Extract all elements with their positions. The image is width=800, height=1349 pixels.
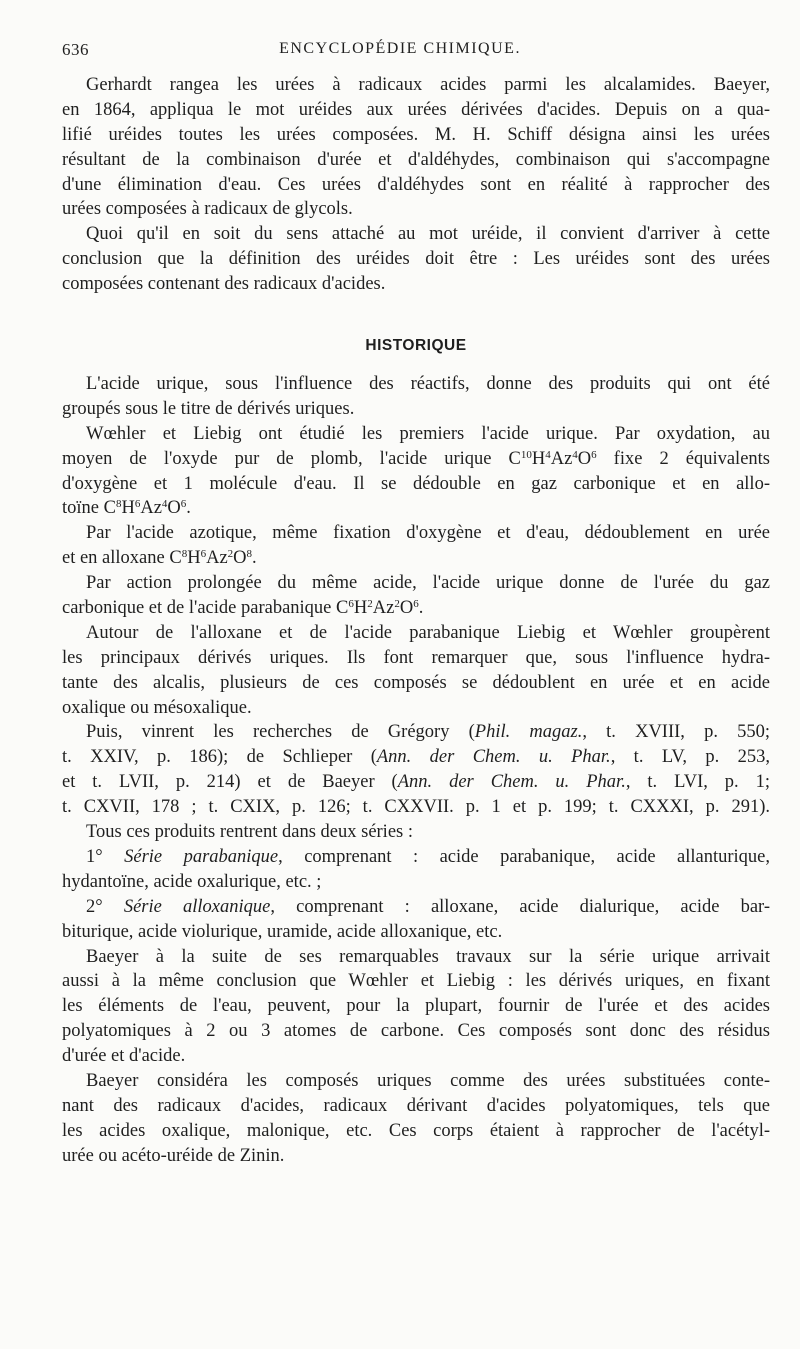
text-line: les acides oxalique, malonique, etc. Ces corps étaient à rapprocher de l'acétyl- bbox=[62, 1120, 770, 1141]
section-heading: HISTORIQUE bbox=[365, 337, 467, 355]
text-line: d'oxygène et 1 molécule d'eau. Il se dédouble en gaz carbonique et en allo- bbox=[62, 473, 770, 494]
text-line: L'acide urique, sous l'influence des réactifs, donne des produits qui ont été bbox=[86, 374, 770, 395]
intro-paragraph-1 bbox=[62, 73, 770, 222]
text-line: urées composées à radicaux de glycols. bbox=[62, 199, 353, 220]
text-line: Quoi qu'il en soit du sens attaché au mot uréide, il convient d'arriver à cette bbox=[86, 224, 770, 245]
text-line: Tous ces produits rentrent dans deux séries : bbox=[86, 822, 414, 843]
text-line: conclusion que la définition des uréides doit être : Les uréides sont des urées bbox=[62, 249, 770, 270]
text-line: t. CXVII, 178 ; t. CXIX, p. 126; t. CXXVII. p. 1 et p. 199; t. CXXXI, p. 291). bbox=[62, 797, 770, 818]
text-line: d'une élimination d'eau. Ces urées d'aldéhydes sont en réalité à rapprocher des bbox=[62, 174, 770, 195]
text-line: les principaux dérivés uriques. Ils font remarquer que, sous l'influence hydra- bbox=[62, 647, 770, 668]
text-line: nant des radicaux d'acides, radicaux dérivant d'acides polyatomiques, tels que bbox=[62, 1095, 770, 1116]
text-line: Autour de l'alloxane et de l'acide parabanique Liebig et Wœhler groupèrent bbox=[86, 622, 770, 643]
text-line-citation: et t. LVII, p. 214) et de Baeyer (Ann. der Chem. u. Phar., t. LVI, p. 1; bbox=[62, 772, 771, 793]
text-line: composées contenant des radicaux d'acides. bbox=[62, 274, 386, 295]
historique-paragraph-1 bbox=[62, 372, 770, 422]
text-line: urée ou acéto-uréide de Zinin. bbox=[62, 1145, 285, 1166]
historique-paragraph-2 bbox=[62, 422, 770, 522]
text-line: groupés sous le titre de dérivés uriques. bbox=[62, 398, 355, 419]
historique-paragraph-7 bbox=[62, 820, 770, 845]
text-line: aussi à la même conclusion que Wœhler et Liebig : les dérivés uriques, en fixant bbox=[62, 971, 770, 992]
text-line-formula: toïne $C^8H^6Az^4O^6$. bbox=[62, 498, 191, 519]
text-line-citation: Puis, vinrent les recherches de Grégory (Phil. magaz., t. XVIII, p. 550; bbox=[86, 722, 771, 743]
page-header bbox=[0, 34, 800, 62]
body-text bbox=[62, 73, 770, 1169]
text-line: 2° Série alloxanique, comprenant : alloxane, acide dialurique, acide bar- bbox=[86, 896, 771, 917]
text-line: d'urée et d'acide. bbox=[62, 1046, 186, 1067]
text-line: Baeyer à la suite de ses remarquables travaux sur la série urique arrivait bbox=[86, 946, 770, 967]
text-line: Par l'acide azotique, même fixation d'oxygène et d'eau, dédoublement en urée bbox=[86, 523, 770, 544]
text-line-formula: et en alloxane $C^8H^6Az^2O^8$. bbox=[62, 548, 257, 569]
text-line-formula: moyen de l'oxyde pur de plomb, l'acide urique $C^{10}H^4Az^4O^6$ fixe 2 équivalents bbox=[62, 448, 770, 469]
historique-paragraph-11 bbox=[62, 1069, 770, 1169]
text-line: résultant de la combinaison d'urée et d'aldéhydes, combinaison qui s'accompagne bbox=[62, 149, 770, 170]
text-line: oxalique ou mésoxalique. bbox=[62, 697, 252, 718]
text-line: Par action prolongée du même acide, l'acide urique donne de l'urée du gaz bbox=[86, 573, 770, 594]
text-line-citation: t. XXIV, p. 186); de Schlieper (Ann. der Chem. u. Phar., t. LV, p. 253, bbox=[62, 747, 771, 768]
historique-paragraph-5 bbox=[62, 621, 770, 721]
text-line: polyatomiques à 2 ou 3 atomes de carbone. Ces composés sont donc des résidus bbox=[62, 1021, 770, 1042]
text-line: 1° Série parabanique, comprenant : acide parabanique, acide allanturique, bbox=[86, 846, 771, 867]
series-alloxanique bbox=[62, 895, 770, 945]
text-line: Wœhler et Liebig ont étudié les premiers l'acide urique. Par oxydation, au bbox=[86, 423, 770, 444]
text-line: hydantoïne, acide oxalurique, etc. ; bbox=[62, 871, 322, 892]
historique-paragraph-3 bbox=[62, 521, 770, 571]
text-line: les éléments de l'eau, peuvent, pour la plupart, fournir de l'urée et des acides bbox=[62, 996, 770, 1017]
text-line: Gerhardt rangea les urées à radicaux acides parmi les alcalamides. Baeyer, bbox=[86, 75, 770, 95]
intro-paragraph-2 bbox=[62, 222, 770, 297]
historique-paragraph-10 bbox=[62, 945, 770, 1069]
page-number: 636 bbox=[62, 40, 89, 59]
text-line: en 1864, appliqua le mot uréides aux urées dérivées d'acides. Depuis on a qua- bbox=[62, 99, 770, 120]
series-parabanique bbox=[62, 845, 770, 895]
text-line: biturique, acide violurique, uramide, acide alloxanique, etc. bbox=[62, 921, 503, 942]
historique-paragraph-6 bbox=[62, 720, 770, 820]
running-title: ENCYCLOPÉDIE CHIMIQUE. bbox=[279, 40, 521, 57]
text-line: tante des alcalis, plusieurs de ces composés se dédoublent en urée et en acide bbox=[62, 672, 770, 693]
text-line: lifié uréides toutes les urées composées. M. H. Schiff désigna ainsi les urées bbox=[62, 124, 770, 145]
historique-paragraph-4 bbox=[62, 571, 770, 621]
text-line-formula: carbonique et de l'acide parabanique $C^6H^2Az^2O^6$. bbox=[62, 598, 424, 619]
text-line: Baeyer considéra les composés uriques comme des urées substituées conte- bbox=[86, 1070, 770, 1091]
